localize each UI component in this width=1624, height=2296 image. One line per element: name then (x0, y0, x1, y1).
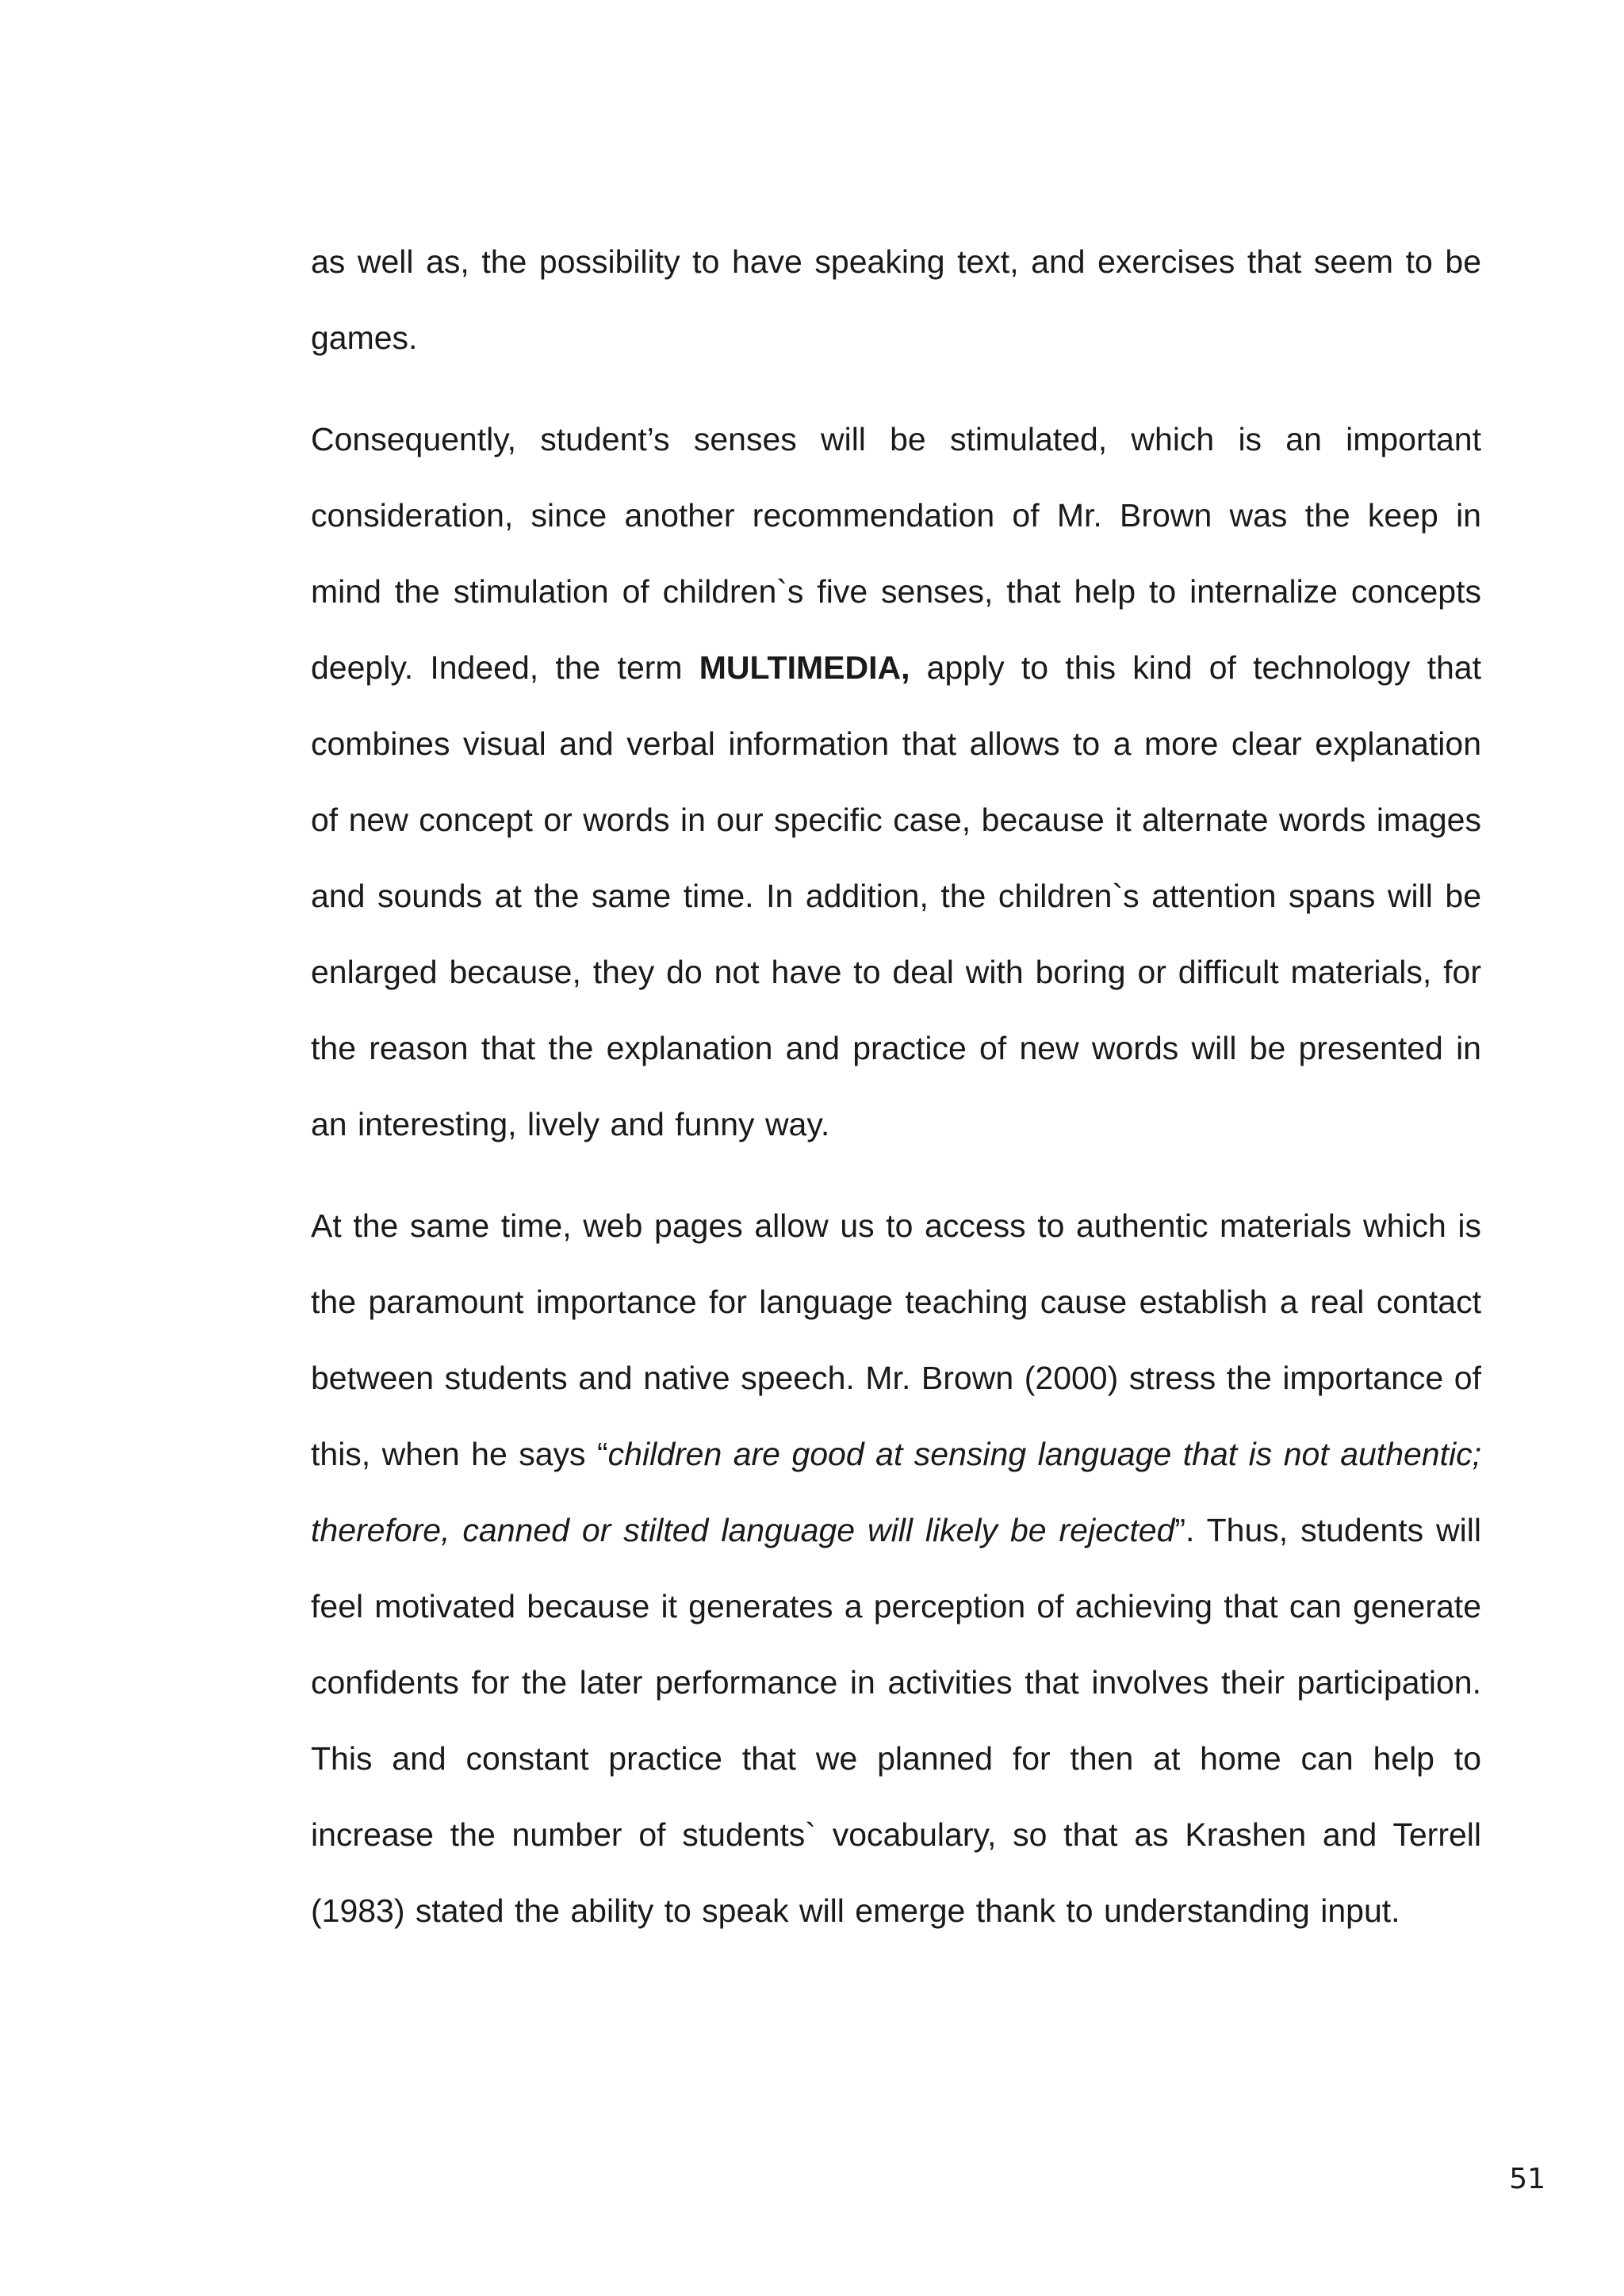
paragraph-2 (311, 401, 1481, 1162)
paragraph-3-text-a: At the same time, web pages allow us to access to authentic materials which is the paramount importance for language teaching cause establish a real contact between students and native speech. Mr. Brown (2000) stress the importance of this, when he says “ (311, 1207, 1481, 1472)
paragraph-3 (311, 1188, 1481, 1949)
body-text (311, 224, 1481, 1974)
page-number: 51 (1509, 2163, 1545, 2195)
paragraph-1-text: as well as, the possibility to have speaking text, and exercises that seem to be games. (311, 243, 1481, 356)
paragraph-1 (311, 224, 1481, 376)
paragraph-2-text-a: Consequently, student’s senses will be stimulated, which is an important consideration, since another recommendation of Mr. Brown was the keep in mind the stimulation of children`s five senses, that help to internalize concepts deeply. Indeed, the term (311, 421, 1481, 686)
multimedia-term: MULTIMEDIA, (699, 649, 910, 686)
brown-quote: children are good at sensing language that is not authentic; therefore, canned or stilted language will likely be rejected (311, 1436, 1481, 1548)
paragraph-3-text-b: ”. Thus, students will feel motivated because it generates a perception of achieving that can generate confidents for the later performance in activities that involves their participation. This and constant practice that we planned for then at home can help to increase the number of students` vocabulary, so that as Krashen and Terrell (1983) stated the ability to speak will emerge thank to understanding input. (311, 1512, 1481, 1929)
paragraph-2-text-b: apply to this kind of technology that combines visual and verbal information that allows to a more clear explanation of new concept or words in our specific case, because it alternate words images and sounds at the same time. In addition, the children`s attention spans will be enlarged because, they do not have to deal with boring or difficult materials, for the reason that the explanation and practice of new words will be presented in an interesting, lively and funny way. (311, 649, 1481, 1142)
